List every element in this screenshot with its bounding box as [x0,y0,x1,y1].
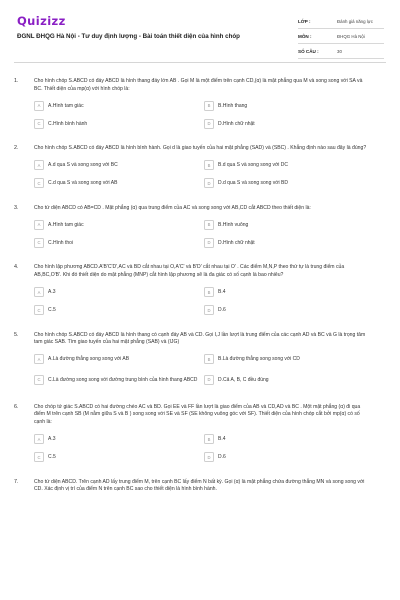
question-number: 4. [14,264,19,271]
option-letter: D [204,375,214,385]
meta-value: Đánh giá năng lực [337,18,373,24]
option-text: D.Cả A, B, C đều đúng [218,376,269,383]
option-text: A.3 [48,436,56,443]
option-text: B.Là đường thẳng song song với CD [218,356,300,363]
option-a[interactable] [34,287,202,298]
option-a[interactable] [34,434,202,445]
option-text: B.4 [218,289,226,296]
option-letter: D [204,305,214,315]
meta-row-subject [298,29,384,44]
quizizz-logo: Quizizz [17,14,66,28]
options [34,100,384,129]
option-letter: A [34,101,44,111]
meta-value: 30 [337,48,342,54]
meta-key: MÔN : [298,33,312,39]
question-number: 3. [14,204,19,211]
question-7 [0,479,400,494]
question-6 [0,404,400,463]
question-text: Cho tứ diện ABCD. Trên cạnh AD lấy trung điểm M, trên cạnh BC lấy điểm N bất kỳ. Gọi (α) là mặt phẳng chứa đường thẳng MN và song song với CD. Xác định vị trí của điểm N trên cạnh BC sao cho thiết diện là hình bình hành. [34,478,365,493]
option-d[interactable] [204,305,372,316]
option-d[interactable] [204,372,372,388]
option-c[interactable] [34,118,202,129]
option-letter: B [204,354,214,364]
question-number: 7. [14,478,19,485]
option-letter: C [34,305,44,315]
question-2 [0,145,400,189]
option-letter: A [34,354,44,364]
document-title: ĐGNL ĐHQG Hà Nội - Tư duy định lượng - Bài toán thiết diện của hình chóp [17,33,240,40]
option-a[interactable] [34,354,202,365]
question-list [0,78,400,510]
meta-row-class [298,14,384,29]
question-number: 6. [14,403,19,410]
question-5 [0,332,400,388]
options [34,219,384,248]
question-text: Cho tứ diện ABCD có AB=CD . Mặt phẳng (α) qua trung điểm của AC và song song với AB,CD cắt ABCD theo thiết diện là: [34,204,311,211]
option-letter: C [34,178,44,188]
option-letter: A [34,434,44,444]
option-letter: C [34,238,44,248]
option-text: D.6 [218,454,226,461]
option-text: D.6 [218,307,226,314]
option-a[interactable] [34,100,202,111]
question-number: 5. [14,331,19,338]
question-1 [0,78,400,129]
option-text: B.4 [218,436,226,443]
question-text: Cho hình chóp S.ABCD có đáy ABCD là hình thang đáy lớn AB . Gọi M là một điểm trên cạnh CD,(α) là mặt phẳng qua M và song song với SA và BC. Thiết diện của mp(α) với hình chóp là: [34,78,363,92]
option-text: C.5 [48,454,56,461]
option-b[interactable] [204,287,372,298]
question-number: 2. [14,145,19,152]
option-a[interactable] [34,160,202,171]
option-letter: D [204,178,214,188]
option-c[interactable] [34,372,202,388]
question-text: Cho hình chóp S.ABCD có đáy ABCD là hình bình hành. Gọi d là giao tuyến của hai mặt phẳng (SAD) và (SBC) . Khẳng định nào sau đây là đúng? [34,145,367,152]
option-letter: B [204,160,214,170]
option-text: D.Hình chữ nhật [218,120,255,127]
option-text: C.Hình thoi [48,239,74,246]
question-3 [0,205,400,249]
option-letter: A [34,160,44,170]
option-b[interactable] [204,354,372,365]
option-b[interactable] [204,160,372,171]
option-letter: D [204,119,214,129]
option-text: B.Hình vuông [218,221,249,228]
option-letter: B [204,101,214,111]
meta-row-count [298,44,384,59]
option-text: A.d qua S và song song với BC [48,162,118,169]
option-text: A.Là đường thẳng song song với AB [48,356,130,363]
option-letter: C [34,375,44,385]
option-text: C.Hình bình hành [48,120,88,127]
option-d[interactable] [204,237,372,248]
meta-table [298,14,384,59]
option-text: A.Hình tam giác [48,102,84,109]
question-text: Cho hình chóp S.ABCD có đáy ABCD là hình thang có cạnh đáy AB và CD. Gọi I,J lần lượt là trung điểm của các cạnh AD và BC và G là trọng tâm tam giác SAB. Tìm giao tuyến của hai mặt phẳng (SAB) và (IJG) [34,331,366,346]
option-text: D.d qua S và song song với BD [218,180,288,187]
question-4 [0,264,400,315]
header-divider [14,62,386,63]
option-text: C.d qua S và song song với AB [48,180,118,187]
option-text: B.Hình thang [218,102,248,109]
option-text: C.Là đường song song với đường trung bình của hình thang ABCD [48,376,198,383]
options [34,434,384,463]
option-c[interactable] [34,178,202,189]
option-text: C.5 [48,307,56,314]
options [34,287,384,316]
option-d[interactable] [204,178,372,189]
option-text: A.Hình tam giác [48,221,84,228]
question-text: Cho hình lập phương ABCD.A'B'C'D',AC và BD cắt nhau tại O,A'C' và B'D' cắt nhau tại O' . Các điểm M,N,P theo thứ tự là trung điểm của AB,BC,O'B'. Khi đó thiết diện do mặt phẳng (MNP) cắt hình lập phương sẽ là đa giác có số cạnh là bao nhiêu? [34,264,345,278]
option-d[interactable] [204,452,372,463]
option-letter: D [204,238,214,248]
options [34,160,384,189]
option-c[interactable] [34,452,202,463]
option-letter: B [204,434,214,444]
option-b[interactable] [204,219,372,230]
option-letter: B [204,220,214,230]
option-b[interactable] [204,434,372,445]
meta-value: ĐHQG Hà Nội [337,33,365,39]
option-c[interactable] [34,237,202,248]
option-b[interactable] [204,100,372,111]
meta-key: SỐ CÂU : [298,48,319,54]
options [34,354,384,388]
option-d[interactable] [204,118,372,129]
option-a[interactable] [34,219,202,230]
option-text: D.Hình chữ nhật [218,239,255,246]
question-number: 1. [14,78,19,84]
option-letter: A [34,220,44,230]
option-letter: C [34,452,44,462]
option-letter: A [34,287,44,297]
option-text: B.d qua S và song song với DC [218,162,288,169]
meta-key: LỚP : [298,18,311,24]
option-letter: D [204,452,214,462]
option-text: A.3 [48,289,56,296]
option-c[interactable] [34,305,202,316]
option-letter: C [34,119,44,129]
option-letter: B [204,287,214,297]
question-text: Cho chóp tứ giác S.ABCD có hai đường chéo AC và BD. Gọi EE và FF lần lượt là giao điểm của AB và CD,AD và BC . Một mặt phẳng (α) đi qua điểm M trên cạnh SB (M nằm giữa S và B ) song song với SE và SF (SE không vuông góc với SF). Thiết diện của hình chóp cắt bởi mp(α) có số cạnh là: [34,403,361,425]
